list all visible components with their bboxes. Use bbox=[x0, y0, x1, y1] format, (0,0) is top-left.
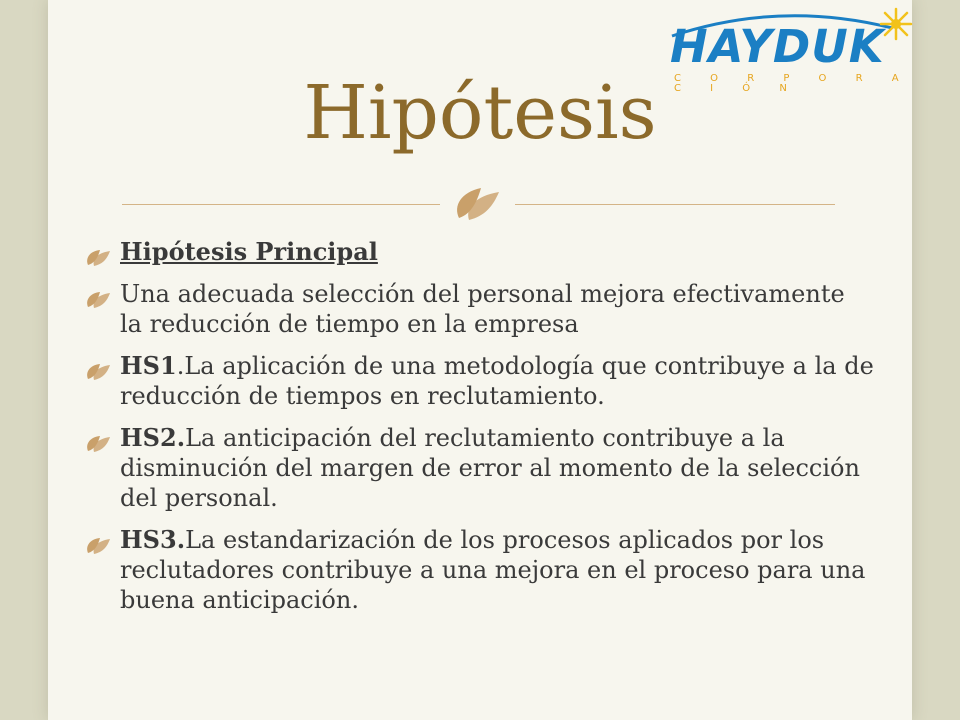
double-leaf-icon bbox=[449, 182, 509, 224]
hypothesis-heading bbox=[84, 237, 874, 267]
divider-line-right bbox=[515, 204, 835, 205]
hypothesis-label: HS1 bbox=[120, 351, 177, 380]
slide-title: Hipótesis bbox=[303, 70, 657, 156]
hypothesis-text: Una adecuada selección del personal mejora efectivamente la reducción de tiempo en la empresa bbox=[120, 280, 845, 338]
hypothesis-item bbox=[84, 423, 874, 513]
double-leaf-icon bbox=[84, 359, 114, 389]
hypothesis-label: HS2. bbox=[120, 423, 186, 452]
hypothesis-item bbox=[84, 279, 874, 339]
double-leaf-icon bbox=[84, 245, 114, 275]
hypothesis-label: HS3. bbox=[120, 525, 186, 554]
double-leaf-icon bbox=[84, 431, 114, 461]
double-leaf-icon bbox=[84, 287, 114, 317]
hypothesis-item bbox=[84, 351, 874, 411]
hypothesis-text: .La aplicación de una metodología que contribuye a la de reducción de tiempos en reclutamiento. bbox=[120, 352, 874, 410]
hypothesis-text: La anticipación del reclutamiento contribuye a la disminución del margen de error al momento de la selección del personal. bbox=[120, 424, 860, 512]
hypothesis-label: Hipótesis Principal bbox=[120, 237, 378, 266]
logo-wordmark: HAYDUK bbox=[670, 20, 885, 73]
logo-subtitle: C O R P O R A C I Ó N bbox=[674, 73, 912, 94]
divider-line-left bbox=[122, 204, 440, 205]
hypothesis-item bbox=[84, 525, 874, 615]
hypothesis-text: La estandarización de los procesos aplicados por los reclutadores contribuye a una mejora en el proceso para una buena anticipación. bbox=[120, 526, 866, 614]
hypothesis-list bbox=[84, 237, 874, 627]
double-leaf-icon bbox=[84, 533, 114, 563]
